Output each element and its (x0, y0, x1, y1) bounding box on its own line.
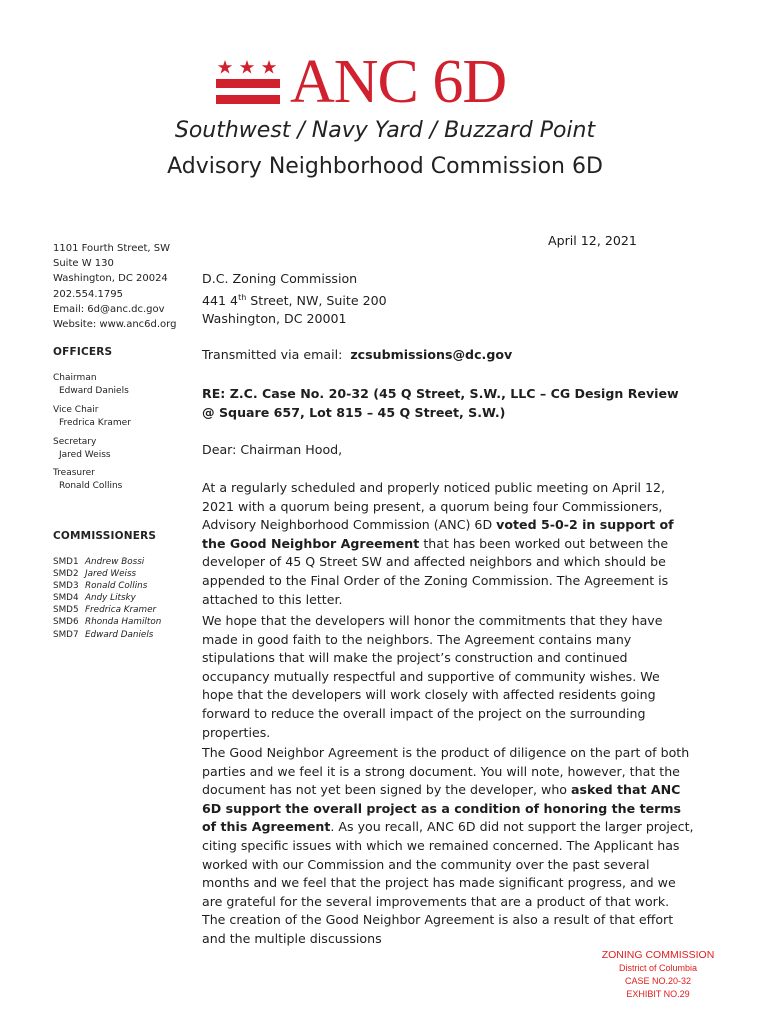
salutation: Dear: Chairman Hood, (202, 442, 343, 457)
smd-number: 3 (73, 581, 79, 592)
commissioner-name: Andy Litsky (85, 593, 136, 604)
smd-number: 4 (73, 593, 79, 604)
subtitle-commission: Advisory Neighborhood Commission 6D (167, 154, 603, 179)
stamp-line: ZONING COMMISSION (601, 949, 715, 961)
smd-label: SMD (53, 569, 73, 580)
list-item (53, 556, 161, 568)
paragraph-text: that has been worked out between the developer of 45 Q Street SW and affected neighbors and which should be appended to the Final Order of the Zoning Commission. The Agreement is attached to this letter. (202, 535, 669, 607)
paragraph-text: . As you recall, ANC 6D did not support the larger project, citing specific issues with which we remained concerned. The Applicant has worked with our Commission and the community over the past several months and we feel that the project has made significant progress, and we are grateful for the several improvements that are a product of that work. The creation of the Good Neighbor Agreement is also a result of that effort and the multiple discussions (202, 819, 694, 946)
flag-stars (218, 60, 276, 74)
logo-wordmark (290, 50, 506, 114)
commissioner-name: Rhonda Hamilton (85, 617, 162, 628)
transmit-label: Transmitted via email: (202, 347, 351, 362)
officer-name: Ronald Collins (59, 480, 123, 491)
list-item (53, 580, 161, 592)
recipient-block (202, 270, 702, 329)
officer-chairman (53, 372, 129, 397)
officer-name: Fredrica Kramer (59, 417, 131, 428)
list-item (53, 568, 161, 580)
subtitle-neighborhoods: Southwest / Navy Yard / Buzzard Point (174, 118, 596, 143)
officer-vice-chair (53, 404, 131, 429)
commissioners-heading: COMMISSIONERS (53, 530, 157, 542)
stamp-line: District of Columbia (618, 963, 698, 973)
paragraph-vote (202, 479, 694, 609)
recipient-street-rest: Street, NW, Suite 200 (246, 292, 387, 308)
logo-anc: ANC (290, 48, 418, 116)
officer-title: Chairman (53, 373, 97, 383)
address-line: Suite W 130 (53, 258, 114, 270)
exhibit-stamp (560, 948, 756, 1001)
officer-name: Jared Weiss (59, 449, 111, 460)
transmit-email: zcsubmissions@dc.gov (350, 347, 513, 362)
commissioner-name: Jared Weiss (85, 569, 137, 580)
officer-name: Edward Daniels (59, 385, 129, 396)
smd-number: 2 (73, 569, 79, 580)
smd-label: SMD (53, 629, 73, 640)
recipient-line: D.C. Zoning Commission (202, 271, 358, 286)
re-line: RE: Z.C. Case No. 20-32 (45 Q Street, S.W., LLC – CG Design Review @ Square 657, Lot 815 – 45 Q Street, S.W.) (202, 386, 679, 420)
smd-label: SMD (53, 605, 73, 616)
smd-number: 7 (73, 629, 79, 640)
officer-treasurer (53, 467, 122, 492)
sidebar-address (53, 241, 176, 332)
flag-bar-bottom (216, 95, 280, 104)
smd-label: SMD (53, 617, 73, 628)
recipient-line (202, 289, 702, 311)
officer-title: Vice Chair (53, 405, 99, 415)
address-line: 1101 Fourth Street, SW (53, 243, 171, 254)
phone-line: 202.554.1795 (53, 288, 123, 300)
smd-number: 6 (73, 617, 79, 628)
list-item (53, 604, 161, 616)
officer-title: Treasurer (53, 468, 95, 478)
officers-heading: OFFICERS (53, 346, 113, 358)
stamp-line: EXHIBIT NO.29 (626, 989, 690, 999)
paragraph-commitments: We hope that the developers will honor the commitments that they have made in good faith to the neighbors. The Agreement contains many stipulations that will make the project’s construction and continued occupancy mutually respectful and supportive of community wishes. We hope that the developers will work closely with affected residents going forward to reduce the overall impact of the project on the surrounding properties. (202, 613, 663, 740)
smd-label: SMD (53, 581, 73, 592)
recipient-line: Washington, DC 20001 (202, 311, 347, 327)
list-item (53, 616, 161, 628)
paragraph-text: The Good Neighbor Agreement is the product of diligence on the part of both parties and we feel it is a strong document. You will note, however, that the document has not yet been signed by the developer, who (202, 745, 690, 798)
website-line: Website: www.anc6d.org (53, 319, 177, 331)
stamp-line: CASE NO.20-32 (624, 976, 692, 986)
email-line: Email: 6d@anc.dc.gov (53, 303, 165, 315)
smd-label: SMD (53, 557, 73, 567)
officer-title: Secretary (53, 437, 97, 447)
paragraph-agreement (202, 744, 694, 949)
commissioner-name: Edward Daniels (85, 629, 154, 640)
list-item (53, 592, 161, 604)
address-line: Washington, DC 20024 (53, 273, 168, 285)
paragraph-text: At a regularly scheduled and properly noticed public meeting on April 12, 2021 with a quorum being present, a quorum being four Commissioners, Advisory Neighborhood Commission (ANC) 6D (202, 480, 666, 533)
smd-number: 5 (73, 605, 79, 616)
commissioner-name: Ronald Collins (85, 581, 148, 592)
flag-bar-top (216, 79, 280, 88)
logo-6d: 6D (432, 48, 507, 116)
smd-label: SMD (53, 593, 73, 604)
officer-secretary (53, 436, 111, 461)
dc-flag-logo (216, 58, 280, 106)
smd-number: 1 (73, 557, 79, 567)
commissioners-list (53, 556, 161, 641)
recipient-street-sup: th (238, 292, 247, 302)
paragraph-emphasis: asked that ANC 6D support the overall project as a condition of honoring the terms of this Agreement (202, 782, 681, 835)
recipient-street-number: 441 4 (202, 292, 239, 308)
commissioner-name: Fredrica Kramer (85, 605, 157, 616)
letter-date: April 12, 2021 (548, 233, 637, 248)
paragraph-emphasis: voted 5-0-2 in support of the Good Neighbor Agreement (202, 517, 674, 551)
list-item (53, 629, 161, 641)
transmit-line (202, 346, 702, 365)
commissioner-name: Andrew Bossi (85, 557, 145, 567)
